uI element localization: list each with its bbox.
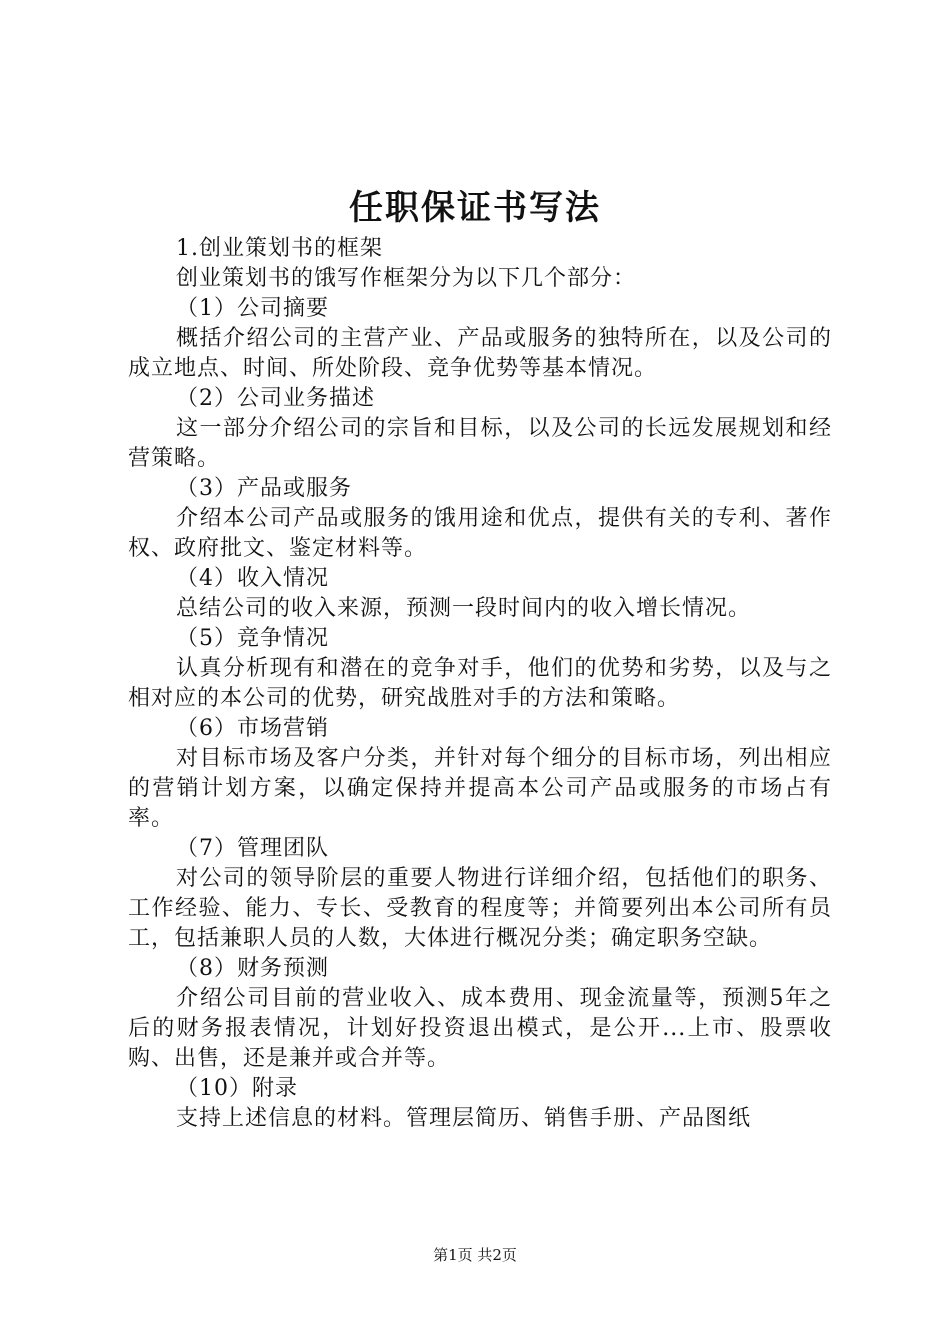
section-heading: （8）财务预测 xyxy=(176,956,329,981)
paragraph: 介绍公司目前的营业收入、成本费用、现金流量等，预测5年之后的财务报表情况，计划好投资退出模式，是公开...上市、股票收购、出售，还是兼并或合并等。 xyxy=(128,986,832,1071)
section-heading: （6）市场营销 xyxy=(176,716,329,741)
paragraph: 概括介绍公司的主营产业、产品或服务的独特所在，以及公司的成立地点、时间、所处阶段、竞争优势等基本情况。 xyxy=(128,326,832,381)
section-heading: （10）附录 xyxy=(176,1076,298,1101)
paragraph: 对公司的领导阶层的重要人物进行详细介绍，包括他们的职务、工作经验、能力、专长、受教育的程度等；并简要列出本公司所有员工，包括兼职人员的人数，大体进行概况分类；确定职务空缺。 xyxy=(128,866,832,951)
document-body xyxy=(128,234,832,1134)
document-title: 任职保证书写法 xyxy=(349,188,601,228)
section-heading: （4）收入情况 xyxy=(176,566,329,591)
section-heading: （2）公司业务描述 xyxy=(176,386,375,411)
paragraph: 介绍本公司产品或服务的饿用途和优点，提供有关的专利、著作权、政府批文、鉴定材料等。 xyxy=(128,506,832,561)
paragraph: 认真分析现有和潜在的竞争对手，他们的优势和劣势，以及与之相对应的本公司的优势，研究战胜对手的方法和策略。 xyxy=(128,656,832,711)
paragraph: 这一部分介绍公司的宗旨和目标，以及公司的长远发展规划和经营策略。 xyxy=(128,416,832,471)
section-heading: （7）管理团队 xyxy=(176,836,329,861)
section-heading: （3）产品或服务 xyxy=(176,476,352,501)
paragraph: 对目标市场及客户分类，并针对每个细分的目标市场，列出相应的营销计划方案，以确定保持并提高本公司产品或服务的市场占有率。 xyxy=(128,746,832,831)
paragraph: 1.创业策划书的框架 xyxy=(176,236,383,261)
paragraph: 支持上述信息的材料。管理层简历、销售手册、产品图纸 xyxy=(176,1106,752,1131)
paragraph: 创业策划书的饿写作框架分为以下几个部分： xyxy=(176,266,637,291)
section-heading: （1）公司摘要 xyxy=(176,296,329,321)
section-heading: （5）竞争情况 xyxy=(176,626,329,651)
paragraph: 总结公司的收入来源，预测一段时间内的收入增长情况。 xyxy=(176,596,752,621)
page-number: 第1页 共2页 xyxy=(433,1246,517,1264)
